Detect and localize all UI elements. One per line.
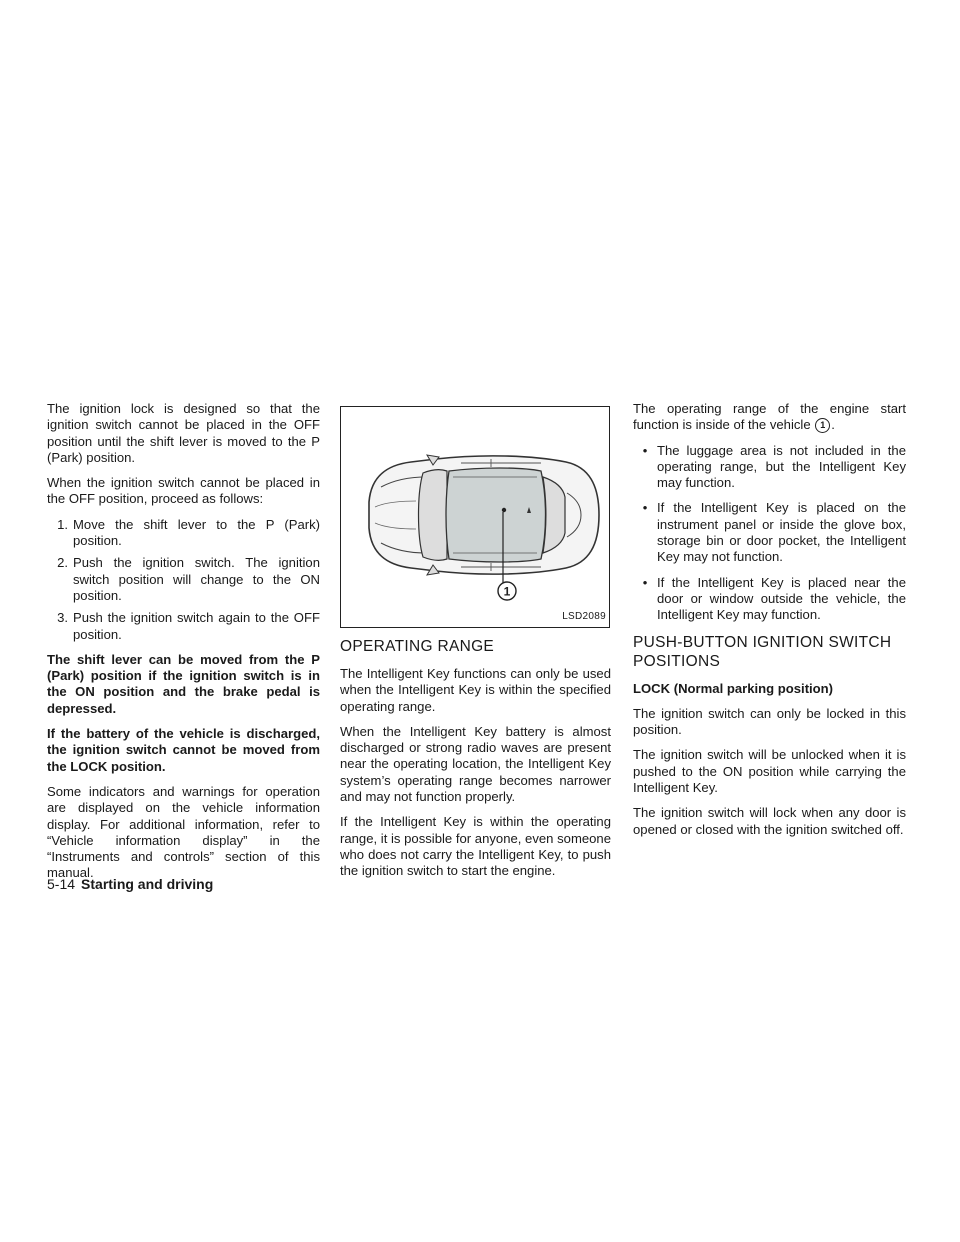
list-item: • The luggage area is not included in the operating range, but the Intelligent Key may function. [642,442,906,491]
car-diagram [341,407,609,627]
column-2 [340,401,611,889]
heading-operating-range: OPERATING RANGE [340,638,495,655]
list-item: 1. Move the shift lever to the P (Park) position. [57,516,320,549]
paragraph-operating-range-1: The Intelligent Key functions can only be used when the Intelligent Key is within the specified operating range. [340,666,611,714]
list-item: 2. Push the ignition switch. The ignition switch position will change to the ON position. [57,555,320,603]
paragraph-lock-1: The ignition switch can only be locked in this position. [633,705,906,738]
section-title: Starting and driving [81,876,214,892]
paragraph-engine-start-range: The operating range of the engine start function is inside of the vehicle 1 . [633,401,906,433]
list-item: 3. Push the ignition switch again to the OFF position. [57,610,320,642]
paragraph-operating-range-2: When the Intelligent Key battery is almost discharged or strong radio waves are present near the operating location, the Intelligent Key system’s operating range becomes narrower and may not function properly. [340,723,611,805]
paragraph-indicators: Some indicators and warnings for operation are displayed on the vehicle information display. For additional information, refer to “Vehicle information display” in the “Instruments and controls” section of this manual. [47,783,320,881]
circled-number-1: 1 [815,418,830,433]
vehicle-top-view-figure [340,406,610,628]
heading-push-button-positions: PUSH-BUTTON IGNITION SWITCH POSITIONS [633,633,892,670]
paragraph-lock-3: The ignition switch will lock when any door is opened or closed with the ignition switched off. [633,805,906,837]
paragraph-lock-2: The ignition switch will be unlocked when it is pushed to the ON position while carrying the Intelligent Key. [633,747,906,796]
list-item: • If the Intelligent Key is placed on the instrument panel or inside the glove box, storage bin or door pocket, the Intelligent Key may not function. [642,500,906,565]
subheading-lock: LOCK (Normal parking position) [633,680,834,696]
note-battery: If the battery of the vehicle is discharged, the ignition switch cannot be moved from the LOCK position. [47,726,320,774]
column-3 [633,401,906,847]
paragraph-cannot-off: When the ignition switch cannot be placed in the OFF position, proceed as follows: [47,475,320,507]
page-footer [47,876,213,892]
column-1 [47,401,320,891]
notes-list [633,443,906,624]
procedure-steps [47,517,320,643]
paragraph-operating-range-3: If the Intelligent Key is within the operating range, it is possible for anyone, even someone who does not carry the Intelligent Key, to push the ignition switch to start the engine. [340,814,611,879]
paragraph-ignition-lock: The ignition lock is designed so that the ignition switch cannot be placed in the OFF position until the shift lever is moved to the P (Park) position. [47,401,320,465]
note-shift-lever: The shift lever can be moved from the P (Park) position if the ignition switch is in the ON position and the brake pedal is depressed. [47,651,320,716]
figure-code: LSD2089 [562,610,606,622]
list-item: • If the Intelligent Key is placed near the door or window outside the vehicle, the Intelligent Key may function. [642,574,906,623]
page-number: 5-14 [47,876,76,892]
callout-number-1: 1 [503,584,511,599]
